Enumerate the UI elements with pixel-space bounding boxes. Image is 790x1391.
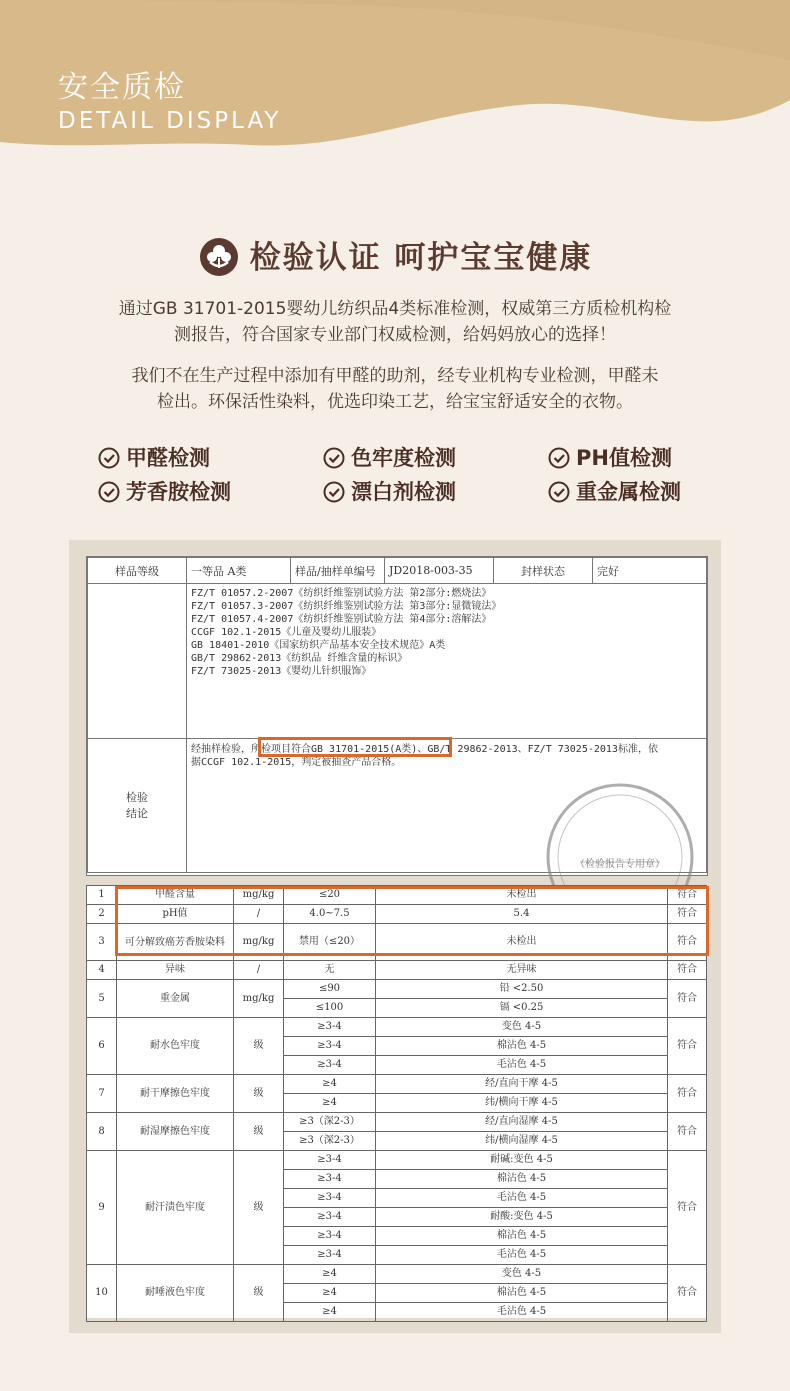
unit: 级 <box>234 1151 284 1265</box>
unit: mg/kg <box>234 980 284 1018</box>
requirement: ≥4 <box>284 1075 376 1094</box>
intro-paragraph-2 <box>95 363 695 415</box>
measured-value: 毛沾色 4-5 <box>376 1189 668 1208</box>
table-row <box>87 961 707 980</box>
stamp-text: （检验报告专用章） <box>575 859 665 870</box>
unit: / <box>234 905 284 924</box>
requirement: ≥4 <box>284 1284 376 1303</box>
requirement: ≤100 <box>284 999 376 1018</box>
standard-line: FZ/T 73025-2013《婴幼儿针织服饰》 <box>191 666 372 677</box>
inspection-stamp <box>540 782 700 902</box>
highlight-box-conclusion <box>258 737 452 757</box>
result: 符合 <box>668 980 707 1018</box>
result: 符合 <box>668 1075 707 1113</box>
result: 符合 <box>668 886 707 905</box>
intro-line: 测报告，符合国家专业部门权威检测，给妈妈放心的选择！ <box>174 325 616 345</box>
row-number: 10 <box>87 1265 117 1322</box>
measured-value: 毛沾色 4-5 <box>376 1056 668 1075</box>
row-number: 5 <box>87 980 117 1018</box>
requirement: ≥3-4 <box>284 1037 376 1056</box>
requirement: ≥4 <box>284 1303 376 1322</box>
check-circle-icon <box>323 447 345 469</box>
row-number: 8 <box>87 1113 117 1151</box>
unit: 级 <box>234 1265 284 1322</box>
measured-value: 棉沾色 4-5 <box>376 1170 668 1189</box>
test-item: 可分解致癌芳香胺染料 <box>117 924 234 961</box>
standard-line: GB 18401-2010《国家纺织产品基本安全技术规范》A类 <box>191 640 446 651</box>
header-cell: JD2018-003-35 <box>385 558 494 584</box>
requirement: ≥4 <box>284 1265 376 1284</box>
requirement: ≥3-4 <box>284 1018 376 1037</box>
test-item: 耐湿摩擦色牢度 <box>117 1113 234 1151</box>
conclusion-part: 据CCGF 102.1-2015，判定被抽查产品合格。 <box>191 757 402 768</box>
header-cell: 封样状态 <box>494 558 593 584</box>
feature-item: 色牢度检测 <box>323 442 456 472</box>
measured-value: 变色 4-5 <box>376 1018 668 1037</box>
requirement: 禁用（≤20） <box>284 924 376 961</box>
row-number: 7 <box>87 1075 117 1113</box>
check-circle-icon <box>323 481 345 503</box>
intro-line: 通过GB 31701-2015婴幼儿纺织品4类标准检测，权威第三方质检机构检 <box>118 299 672 319</box>
requirement: ≥3-4 <box>284 1170 376 1189</box>
row-number: 9 <box>87 1151 117 1265</box>
table-row <box>87 1113 707 1132</box>
requirement: ≥4 <box>284 1094 376 1113</box>
row-number: 2 <box>87 905 117 924</box>
check-circle-icon <box>548 447 570 469</box>
conclusion-part: 、GB/T 29862-2013、FZ/T 73025-2013标准，依 <box>417 744 658 755</box>
measured-value: 棉沾色 4-5 <box>376 1227 668 1246</box>
measured-value: 镉 <0.25 <box>376 999 668 1018</box>
measured-value: 毛沾色 4-5 <box>376 1246 668 1265</box>
measured-value: 耐碱:变色 4-5 <box>376 1151 668 1170</box>
test-item: 耐干摩擦色牢度 <box>117 1075 234 1113</box>
row-number: 3 <box>87 924 117 961</box>
requirement: ≥3-4 <box>284 1189 376 1208</box>
unit: / <box>234 961 284 980</box>
feature-item: 漂白剂检测 <box>323 476 456 506</box>
requirement: ≤90 <box>284 980 376 999</box>
highlight-box-results <box>115 886 709 956</box>
cotton-icon <box>198 236 240 278</box>
measured-value: 变色 4-5 <box>376 1265 668 1284</box>
feature-item: 重金属检测 <box>548 476 681 506</box>
measured-value: 未检出 <box>376 924 668 961</box>
table-row <box>87 1151 707 1170</box>
check-circle-icon <box>548 481 570 503</box>
measured-value: 5.4 <box>376 905 668 924</box>
requirement: ≥3-4 <box>284 1151 376 1170</box>
test-item: 重金属 <box>117 980 234 1018</box>
requirement: ≥3（深2-3） <box>284 1113 376 1132</box>
requirement: ≥3-4 <box>284 1056 376 1075</box>
table-row <box>87 980 707 999</box>
feature-item: 甲醛检测 <box>98 442 210 472</box>
conclusion-label: 检验 结论 <box>88 739 187 873</box>
banner-title: 安全质检 <box>58 70 186 105</box>
table-row <box>87 1075 707 1094</box>
requirement: ≥3-4 <box>284 1246 376 1265</box>
measured-value: 棉沾色 4-5 <box>376 1037 668 1056</box>
row-number: 6 <box>87 1018 117 1075</box>
test-item: 耐唾液色牢度 <box>117 1265 234 1322</box>
standard-line: FZ/T 01057.4-2007《纺织纤维鉴别试验方法 第4部分:溶解法》 <box>191 614 492 625</box>
standards-label-cell <box>88 584 187 739</box>
result: 符合 <box>668 905 707 924</box>
intro-line: 检出。环保活性染料，优选印染工艺，给宝宝舒适安全的衣物。 <box>157 392 633 412</box>
measured-value: 棉沾色 4-5 <box>376 1284 668 1303</box>
feature-item: 芳香胺检测 <box>98 476 231 506</box>
row-number: 1 <box>87 886 117 905</box>
requirement: 4.0~7.5 <box>284 905 376 924</box>
check-circle-icon <box>98 481 120 503</box>
test-item: 甲醛含量 <box>117 886 234 905</box>
requirement: ≥3（深2-3） <box>284 1132 376 1151</box>
unit: mg/kg <box>234 924 284 961</box>
unit: 级 <box>234 1075 284 1113</box>
measured-value: 纬/横向湿摩 4-5 <box>376 1132 668 1151</box>
feature-item: PH值检测 <box>548 442 672 472</box>
measured-value: 纬/横向干摩 4-5 <box>376 1094 668 1113</box>
measured-value: 铅 <2.50 <box>376 980 668 999</box>
standards-list <box>187 584 707 739</box>
result: 符合 <box>668 1113 707 1151</box>
row-number: 4 <box>87 961 117 980</box>
heading-text: 检验认证 呵护宝宝健康 <box>249 240 593 276</box>
unit: mg/kg <box>234 886 284 905</box>
unit: 级 <box>234 1113 284 1151</box>
measured-value: 经/直向湿摩 4-5 <box>376 1113 668 1132</box>
table-row <box>87 1265 707 1284</box>
test-item: pH值 <box>117 905 234 924</box>
standard-line: GB/T 29862-2013《纺织品 纤维含量的标识》 <box>191 653 408 664</box>
intro-paragraph-1 <box>95 296 695 348</box>
header-cell: 一等品 A类 <box>187 558 291 584</box>
result: 符合 <box>668 924 707 961</box>
measured-value: 耐酸:变色 4-5 <box>376 1208 668 1227</box>
standard-line: CCGF 102.1-2015《儿童及婴幼儿服装》 <box>191 627 382 638</box>
standard-line: FZ/T 01057.3-2007《纺织纤维鉴别试验方法 第3部分:显微镜法》 <box>191 601 502 612</box>
test-item: 耐汗渍色牢度 <box>117 1151 234 1265</box>
measured-value: 经/直向干摩 4-5 <box>376 1075 668 1094</box>
conclusion-part: 经抽样检验， <box>191 744 251 755</box>
requirement: 无 <box>284 961 376 980</box>
conclusion-highlight: 所检项目符合GB 31701-2015(A类) <box>251 744 418 755</box>
requirement: ≥3-4 <box>284 1227 376 1246</box>
measured-value: 无异味 <box>376 961 668 980</box>
intro-line: 我们不在生产过程中添加有甲醛的助剂，经专业机构专业检测，甲醛未 <box>131 366 659 386</box>
standard-line: FZ/T 01057.2-2007《纺织纤维鉴别试验方法 第2部分:燃烧法》 <box>191 588 492 599</box>
result: 符合 <box>668 1151 707 1265</box>
requirement: ≤20 <box>284 886 376 905</box>
section-heading <box>0 232 790 281</box>
test-item: 异味 <box>117 961 234 980</box>
measured-value: 毛沾色 4-5 <box>376 1303 668 1322</box>
result: 符合 <box>668 961 707 980</box>
result: 符合 <box>668 1265 707 1322</box>
test-item: 耐水色牢度 <box>117 1018 234 1075</box>
table-row <box>87 1018 707 1037</box>
header-cell: 完好 <box>593 558 707 584</box>
header-cell: 样品/抽样单编号 <box>291 558 385 584</box>
measured-value: 未检出 <box>376 886 668 905</box>
header-cell: 样品等级 <box>88 558 187 584</box>
banner-subtitle: DETAIL DISPLAY <box>58 108 282 134</box>
unit: 级 <box>234 1018 284 1075</box>
requirement: ≥3-4 <box>284 1208 376 1227</box>
check-circle-icon <box>98 447 120 469</box>
result: 符合 <box>668 1018 707 1075</box>
